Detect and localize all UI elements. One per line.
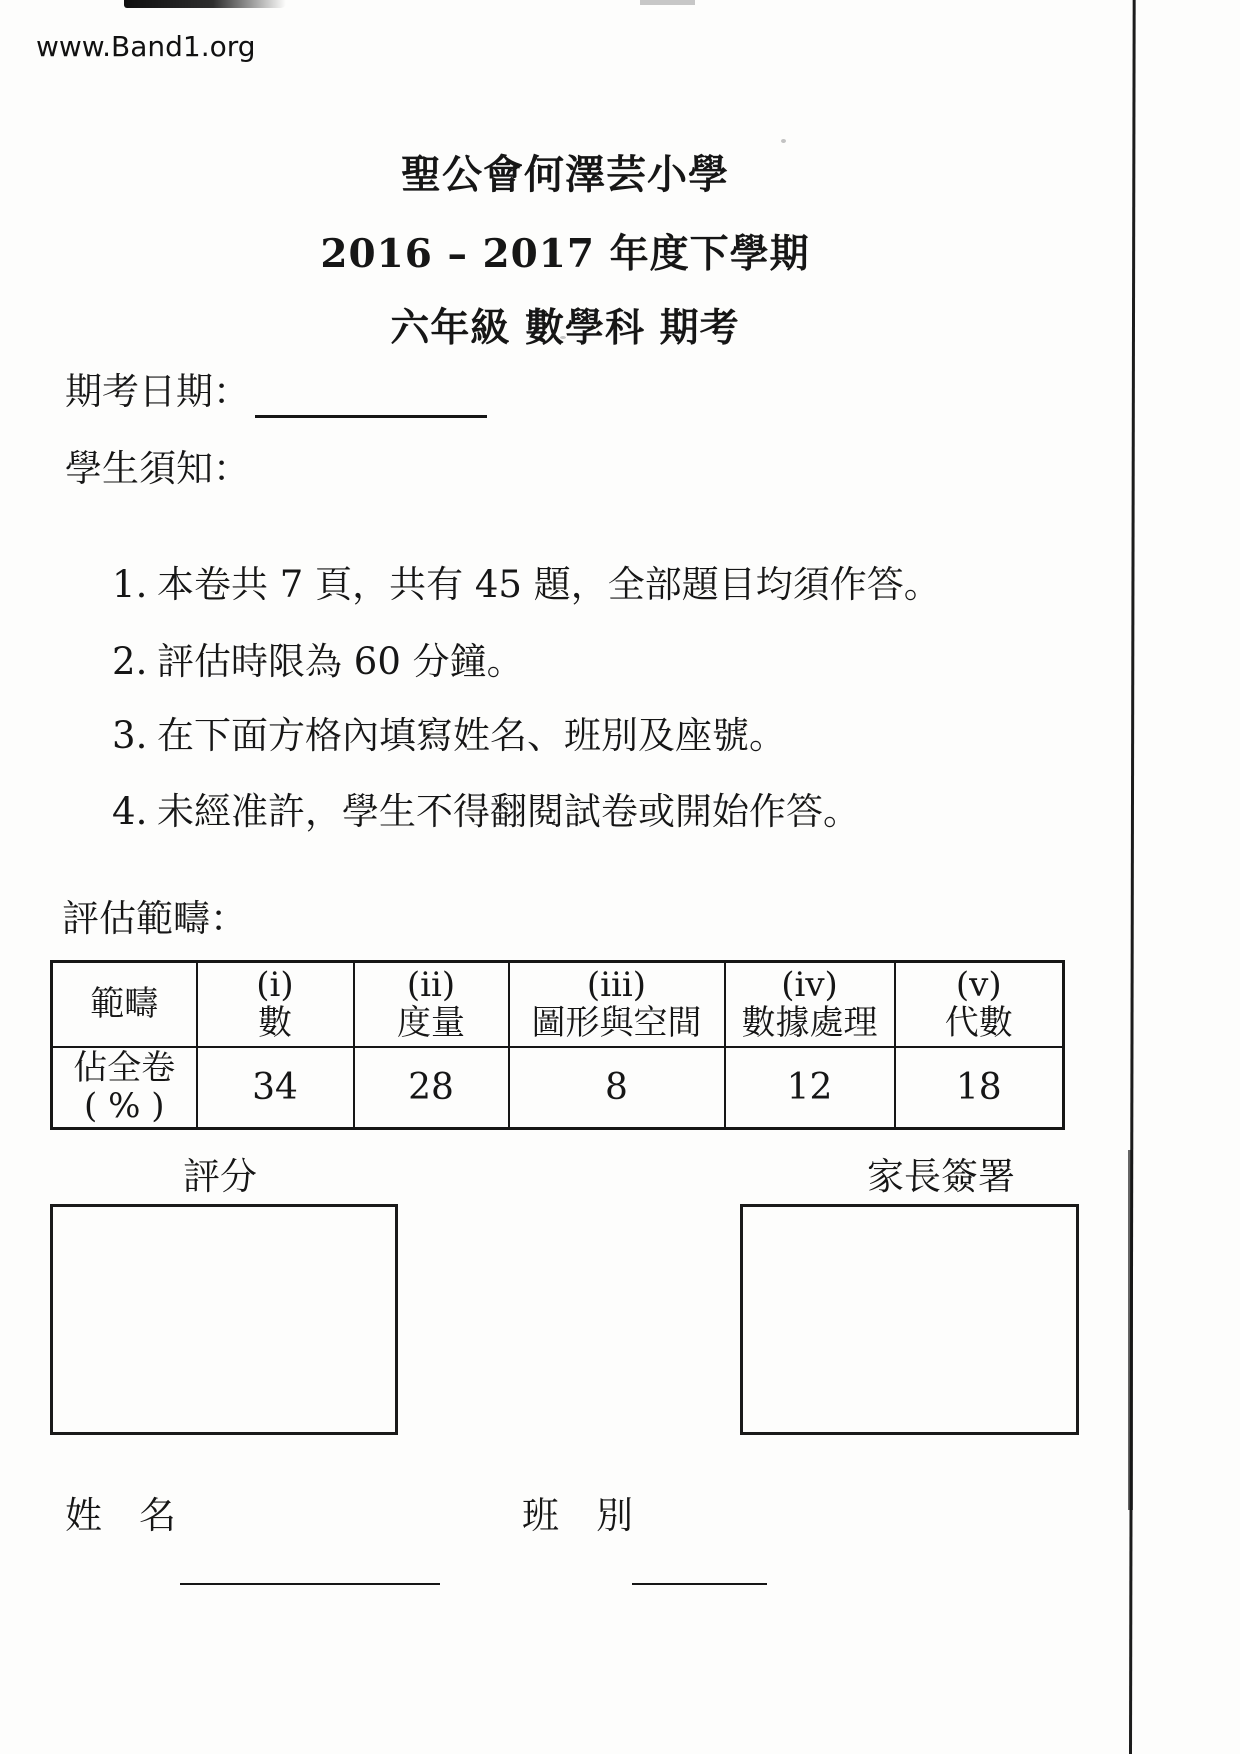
score-box <box>50 1204 398 1435</box>
student-notes-title: 學生須知： <box>65 447 250 490</box>
note-number: 3. <box>112 714 148 757</box>
scan-artifact-edge-smear <box>1128 1150 1133 1510</box>
table-value-cell: 18 <box>895 1047 1064 1129</box>
note-text: 未經准許，學生不得翻閱試卷或開始作答。 <box>157 790 861 833</box>
table-data-row <box>52 1047 1064 1129</box>
header-line1: (ii) <box>406 965 456 1006</box>
table-header-cell-data-handling <box>725 962 895 1047</box>
note-number: 1. <box>112 563 148 606</box>
class-blank-line <box>632 1549 767 1585</box>
exam-date-label: 期考日期： <box>65 370 250 413</box>
school-name: 聖公會何澤芸小學 <box>401 151 729 198</box>
header-line1: (v) <box>955 965 1002 1006</box>
header-line2: 數 <box>258 1003 292 1044</box>
assessment-scope-title: 評估範疇： <box>62 897 247 940</box>
score-box-label: 評分 <box>183 1155 257 1198</box>
site-watermark: www.Band1.org <box>36 30 256 63</box>
note-number: 4. <box>112 790 148 833</box>
table-value-cell: 28 <box>354 1047 509 1129</box>
scan-artifact-top-smudge <box>124 0 286 8</box>
table-header-cell-measures <box>354 962 509 1047</box>
table-header-cell-shape-space <box>509 962 725 1047</box>
table-value-cell: 12 <box>725 1047 895 1129</box>
class-label: 班 別 <box>522 1494 633 1537</box>
exam-title: 六年級 數學科 期考 <box>390 305 740 351</box>
table-header-cell-algebra <box>895 962 1064 1047</box>
table-header-cell-scope <box>52 962 197 1047</box>
header-line2: 數據處理 <box>741 1003 878 1044</box>
exam-date-blank-line <box>255 381 487 418</box>
table-row-label-cell <box>52 1047 197 1129</box>
parent-signature-box-label: 家長簽署 <box>867 1155 1015 1198</box>
header-line2: 圖形與空間 <box>531 1003 702 1044</box>
name-label: 姓 名 <box>65 1494 176 1537</box>
note-number: 2. <box>112 640 148 683</box>
scan-artifact-top-smudge-light <box>640 0 695 5</box>
parent-signature-box <box>740 1204 1079 1435</box>
note-text: 評估時限為 60 分鐘。 <box>157 640 524 683</box>
header-line1: 範疇 <box>90 984 159 1025</box>
table-value-cell: 8 <box>509 1047 725 1129</box>
header-line1: (iii) <box>586 965 647 1006</box>
note-item-4 <box>65 752 860 872</box>
table-header-cell-number <box>197 962 354 1047</box>
name-blank-line <box>180 1549 440 1585</box>
header-line2: 度量 <box>397 1003 465 1044</box>
table-header-row <box>52 962 1064 1047</box>
header-line2: 代數 <box>944 1003 1013 1044</box>
row-label-line2: ( % ) <box>84 1086 165 1127</box>
term-title: 2016 – 2017 年度下學期 <box>320 231 810 277</box>
assessment-scope-table <box>50 960 1065 1130</box>
table-value-cell: 34 <box>197 1047 354 1129</box>
note-text: 本卷共 7 頁，共有 45 題，全部題目均須作答。 <box>157 563 941 606</box>
note-text: 在下面方格內填寫姓名、班別及座號。 <box>157 714 787 757</box>
row-label-line1: 佔全卷 <box>73 1048 176 1089</box>
header-line1: (iv) <box>781 965 838 1006</box>
header-line1: (i) <box>256 965 294 1006</box>
